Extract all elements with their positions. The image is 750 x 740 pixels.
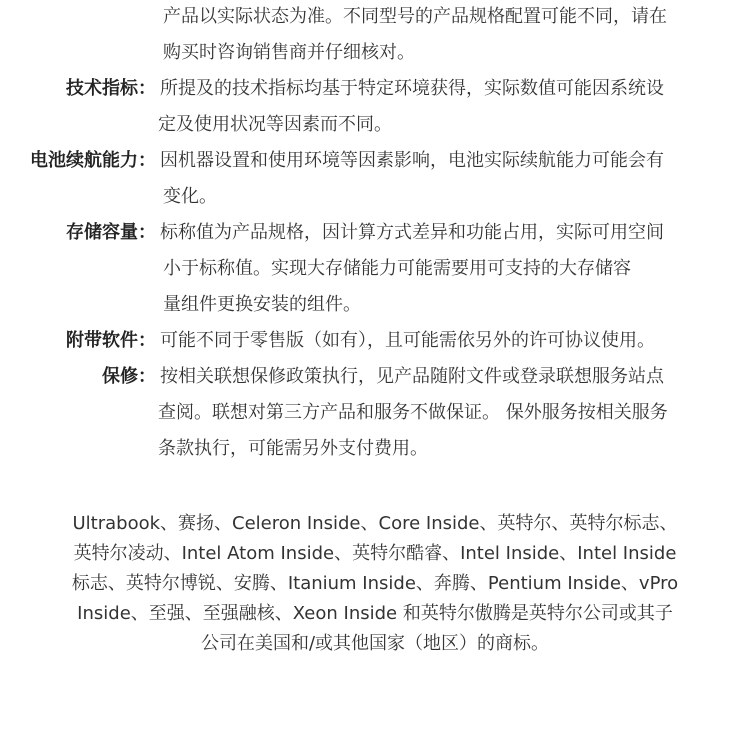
warranty-line-3: 条款执行，可能需另外支付费用。 [158,438,428,459]
tech-specs-line-1: 所提及的技术指标均基于特定环境获得，实际数值可能因系统设 [160,78,664,99]
trademark-line-3: 标志、英特尔博锐、安腾、Itanium Inside、奔腾、Pentium Inside、vPro [71,573,679,594]
storage-line-1: 标称值为产品规格，因计算方式差异和功能占用，实际可用空间 [160,222,664,243]
trademark-line-5: 公司在美国和/或其他国家（地区）的商标。 [200,633,550,654]
trademark-line-4: Inside、至强、至强融核、Xeon Inside 和英特尔傲腾是英特尔公司或其子 [77,603,673,624]
storage-label: 存储容量： [66,222,156,243]
battery-line-1: 因机器设置和使用环境等因素影响，电池实际续航能力可能会有 [160,150,664,171]
warranty-label: 保修： [102,366,156,387]
software-label: 附带软件： [66,330,156,351]
battery-label: 电池续航能力： [30,150,156,171]
intro-line-2: 购买时咨询销售商并仔细核对。 [163,42,415,63]
warranty-line-1: 按相关联想保修政策执行，见产品随附文件或登录联想服务站点 [160,366,664,387]
storage-line-2: 小于标称值。实现大存储能力可能需要用可支持的大存储容 [163,258,631,279]
trademark-line-2: 英特尔凌动、Intel Atom Inside、英特尔酷睿、Intel Inside、Intel Inside [73,543,677,564]
software-line-1: 可能不同于零售版（如有），且可能需依另外的许可协议使用。 [160,330,655,351]
battery-line-2: 变化。 [163,186,217,207]
warranty-line-2: 查阅。联想对第三方产品和服务不做保证。 保外服务按相关服务 [158,402,668,423]
storage-line-3: 量组件更换安装的组件。 [163,294,361,315]
trademark-line-1: Ultrabook、赛扬、Celeron Inside、Core Inside、英特尔、英特尔标志、 [72,513,678,534]
tech-specs-label: 技术指标： [66,78,156,99]
tech-specs-line-2: 定及使用状况等因素而不同。 [158,114,392,135]
intro-line-1: 产品以实际状态为准。不同型号的产品规格配置可能不同，请在 [163,6,667,27]
